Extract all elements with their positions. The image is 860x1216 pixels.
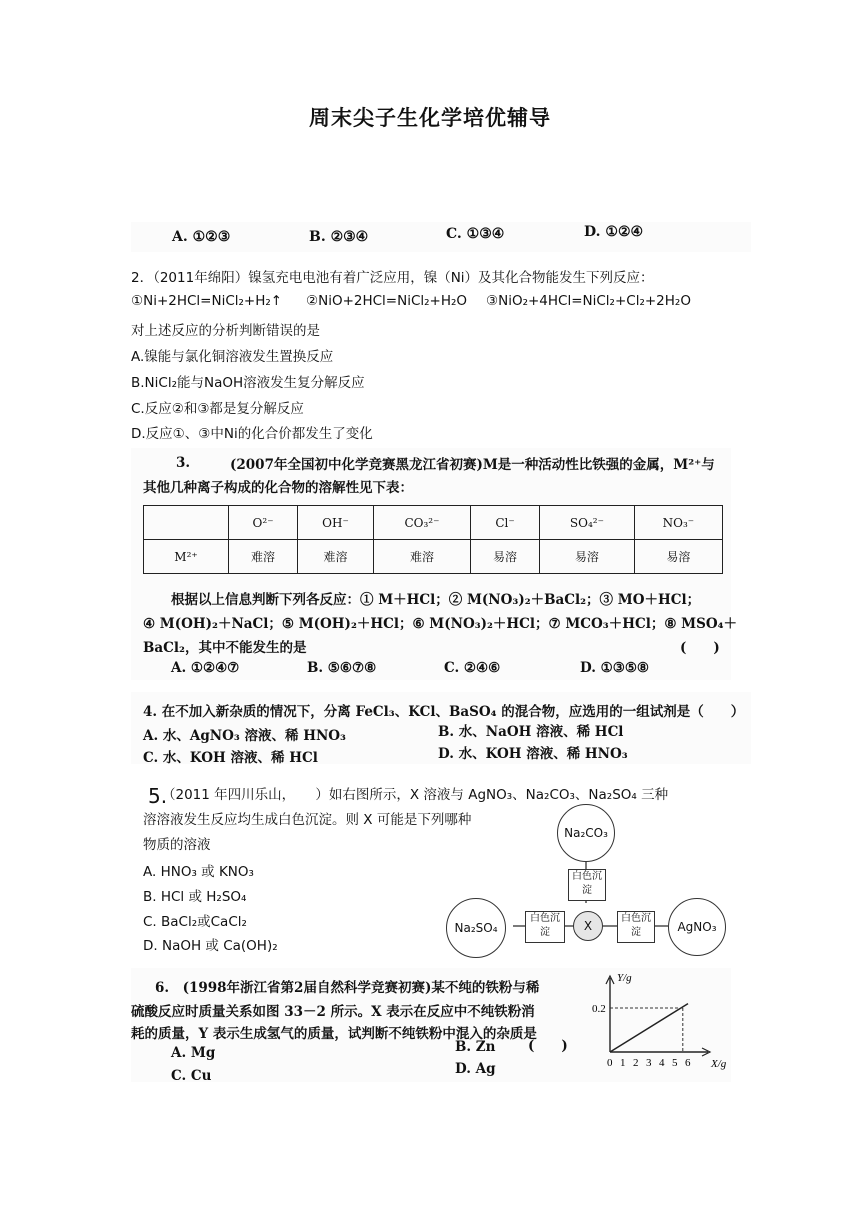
table-cell: 难溶	[373, 540, 470, 574]
q6-stem-line3: 耗的质量，Y 表示生成氢气的质量，试判断不纯铁粉中混入的杂质是	[131, 1026, 537, 1042]
q3-number: 3.	[176, 455, 191, 471]
x-tick-label: 4	[659, 1057, 665, 1069]
q4-option-d: D. 水、KOH 溶液、稀 HNO₃	[438, 746, 628, 762]
x-tick-label: 3	[646, 1057, 652, 1069]
table-cell: CO₃²⁻	[373, 506, 470, 540]
table-cell: 易溶	[540, 540, 635, 574]
q3-reactions-line3: BaCl₂，其中不能发生的是	[143, 640, 307, 656]
q2-option-b: B.NiCl₂能与NaOH溶液发生复分解反应	[131, 375, 365, 391]
q4-stem: 4. 在不加入新杂质的情况下，分离 FeCl₃、KCl、BaSO₄ 的混合物，应选用的一组试剂是（ ）	[143, 704, 745, 720]
precipitate-box-left: 白色沉淀	[525, 911, 565, 943]
na2so4-circle: Na₂SO₄	[446, 898, 506, 958]
table-row	[144, 540, 723, 574]
table-cell: OH⁻	[298, 506, 374, 540]
q3-option-b: B. ⑤⑥⑦⑧	[307, 660, 377, 676]
q2-question: 对上述反应的分析判断错误的是	[131, 323, 320, 339]
y-tick-label: 0.2	[592, 1003, 606, 1015]
table-cell: O²⁻	[229, 506, 298, 540]
q5-stem-line1: （2011 年四川乐山， ）如右图所示，X 溶液与 AgNO₃、Na₂CO₃、Na₂SO₄ 三种	[162, 787, 669, 803]
q1-option-b: B. ②③④	[309, 229, 369, 245]
page-title: 周末尖子生化学培优辅导	[309, 106, 551, 130]
q5-stem-line3: 物质的溶液	[143, 837, 211, 853]
q5-number: 5.	[148, 784, 168, 808]
q3-stem-line2: 其他几种离子构成的化合物的溶解性见下表：	[143, 480, 413, 496]
table-header-row	[144, 506, 723, 540]
q4-option-a: A. 水、AgNO₃ 溶液、稀 HNO₃	[143, 728, 346, 744]
table-cell	[144, 506, 229, 540]
q3-option-c: C. ②④⑥	[444, 660, 501, 676]
q5-stem-line2: 溶溶液发生反应均生成白色沉淀。则 X 可能是下列哪种	[143, 812, 472, 828]
precipitate-box-top: 白色沉淀	[568, 869, 606, 901]
x-tick-labels	[607, 1057, 691, 1069]
precipitate-box-right: 白色沉淀	[617, 911, 655, 943]
q6-graph	[590, 968, 735, 1076]
x-tick-label: 0	[607, 1057, 613, 1069]
q5-option-b: B. HCl 或 H₂SO₄	[143, 889, 247, 905]
q2-option-d: D.反应①、③中Ni的化合价都发生了变化	[131, 426, 373, 442]
q3-stem-line1: (2007年全国初中化学竞赛黑龙江省初赛)M是一种活动性比铁强的金属，M²⁺与	[230, 457, 715, 473]
table-cell: 易溶	[634, 540, 722, 574]
q6-option-c: C. Cu	[171, 1068, 212, 1084]
q3-answer-paren: ( )	[680, 640, 720, 656]
q2-option-a: A.镍能与氯化铜溶液发生置换反应	[131, 349, 334, 365]
table-cell: 易溶	[471, 540, 540, 574]
x-tick-label: 6	[685, 1057, 691, 1069]
q6-stem-line2: 硫酸反应时质量关系如图 33－2 所示。X 表示在反应中不纯铁粉消	[131, 1004, 535, 1020]
table-cell: 难溶	[229, 540, 298, 574]
q2-reaction-2: ②NiO+2HCl=NiCl₂+H₂O	[306, 293, 468, 309]
q6-option-d: D. Ag	[455, 1061, 496, 1077]
q3-option-d: D. ①③⑤⑧	[580, 660, 650, 676]
agno3-circle: AgNO₃	[668, 898, 726, 956]
q6-stem-line1: 6. (1998年浙江省第2届自然科学竞赛初赛)某不纯的铁粉与稀	[155, 980, 540, 996]
q3-option-a: A. ①②④⑦	[171, 660, 240, 676]
q4-option-c: C. 水、KOH 溶液、稀 HCl	[143, 750, 318, 766]
q2-reaction-1: ①Ni+2HCl=NiCl₂+H₂↑	[131, 293, 283, 309]
na2co3-circle: Na₂CO₃	[557, 804, 615, 862]
q5-option-a: A. HNO₃ 或 KNO₃	[143, 864, 254, 880]
q3-reactions-line1: 根据以上信息判断下列各反应：① M＋HCl；② M(NO₃)₂＋BaCl₂；③ MO＋HCl；	[171, 592, 701, 608]
solubility-table	[143, 505, 723, 574]
q6-answer-paren: ( )	[528, 1038, 568, 1054]
table-cell: M²⁺	[144, 540, 229, 574]
y-axis-label: Y/g	[617, 972, 632, 984]
x-tick-label: 1	[620, 1057, 626, 1069]
q1-option-d: D. ①②④	[584, 224, 644, 240]
data-line	[610, 1004, 688, 1052]
x-circle: X	[573, 911, 603, 941]
q6-option-b: B. Zn	[455, 1039, 496, 1055]
x-axis-label: X/g	[711, 1058, 727, 1070]
q2-option-c: C.反应②和③都是复分解反应	[131, 401, 304, 417]
q1-option-a: A. ①②③	[172, 229, 231, 245]
q1-option-c: C. ①③④	[446, 226, 505, 242]
q5-option-c: C. BaCl₂或CaCl₂	[143, 914, 247, 930]
q2-stem: 2．（2011年绵阳）镍氢充电电池有着广泛应用，镍（Ni）及其化合物能发生下列反应：	[131, 270, 654, 286]
table-cell: NO₃⁻	[634, 506, 722, 540]
q3-reactions-line2: ④ M(OH)₂＋NaCl；⑤ M(OH)₂＋HCl；⑥ M(NO₃)₂＋HCl；⑦ MCO₃＋HCl；⑧ MSO₄＋	[143, 616, 738, 632]
x-tick-label: 2	[633, 1057, 639, 1069]
table-cell: SO₄²⁻	[540, 506, 635, 540]
q5-option-d: D. NaOH 或 Ca(OH)₂	[143, 938, 278, 954]
q2-reaction-3: ③NiO₂+4HCl=NiCl₂+Cl₂+2H₂O	[486, 293, 691, 309]
q4-option-b: B. 水、NaOH 溶液、稀 HCl	[438, 724, 624, 740]
table-cell: 难溶	[298, 540, 374, 574]
table-cell: Cl⁻	[471, 506, 540, 540]
q6-option-a: A. Mg	[171, 1045, 216, 1061]
x-tick-label: 5	[672, 1057, 678, 1069]
